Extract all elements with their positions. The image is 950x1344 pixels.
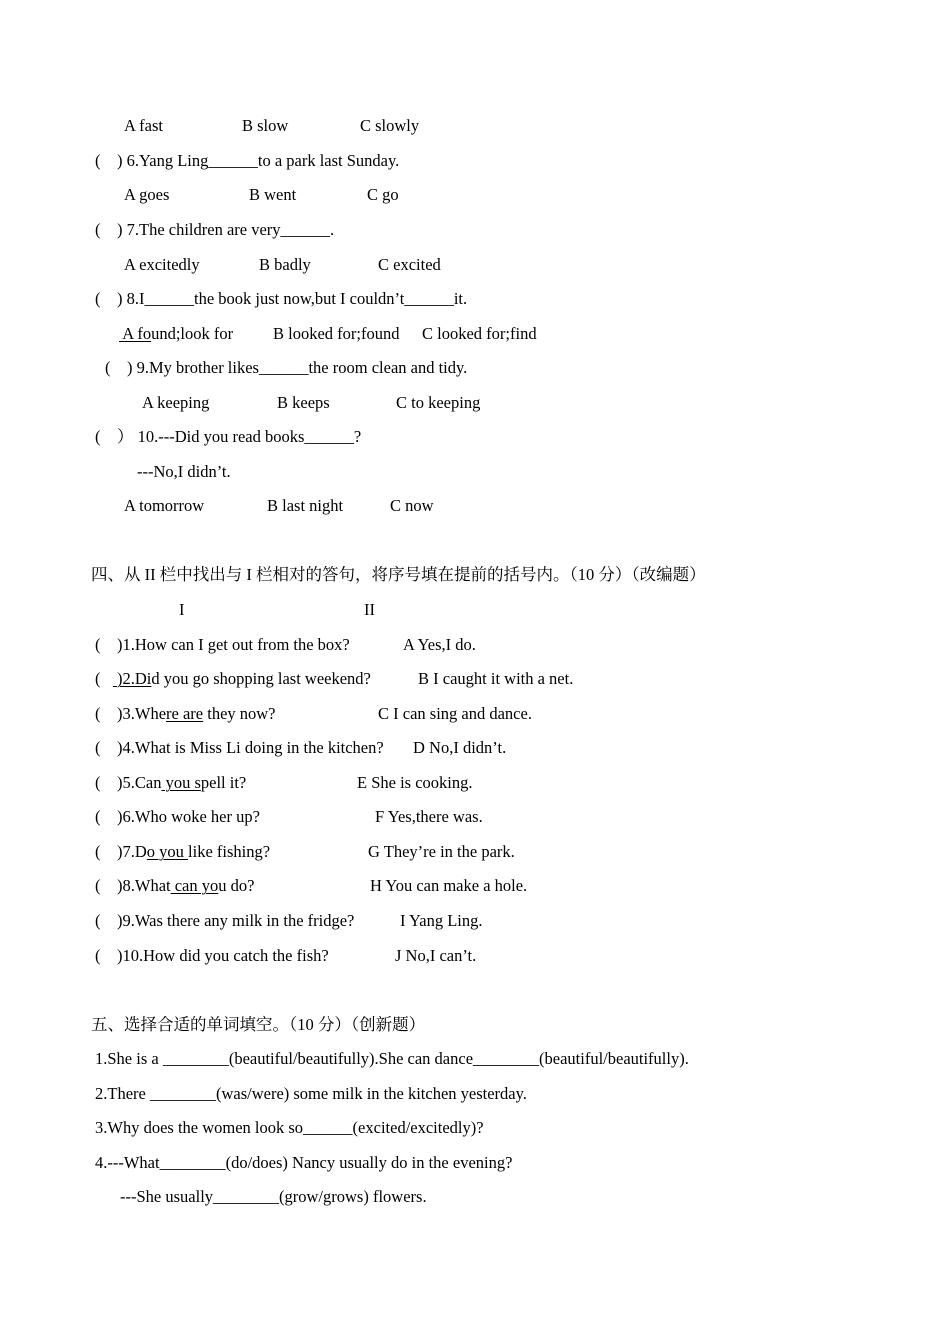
match-row-9 bbox=[0, 911, 950, 931]
match-question-8-pre-text: ( )8.What bbox=[95, 876, 171, 895]
section-4-heading bbox=[0, 565, 950, 585]
match-row-4 bbox=[0, 738, 950, 758]
match-question-3-underlined-text: re are bbox=[166, 704, 204, 723]
match-question-6: ( )6.Who woke her up? bbox=[95, 807, 260, 826]
section-4-heading-text: 四、从 II 栏中找出与 I 栏相对的答句，将序号填在提前的括号内。（10 分）（改编题） bbox=[91, 565, 706, 584]
fill-item-3 bbox=[0, 1118, 950, 1138]
fill-item-2-text: 2.There ________(was/were) some milk in the kitchen yesterday. bbox=[95, 1084, 527, 1103]
question-6 bbox=[0, 151, 950, 171]
match-row-6 bbox=[0, 807, 950, 827]
question-5-option-c: C slowly bbox=[360, 116, 420, 135]
question-7-stem: ( ) 7.The children are very______. bbox=[95, 220, 335, 239]
question-9-options bbox=[0, 393, 950, 413]
question-8-stem: ( ) 8.I______the book just now,but I couldn’t______it. bbox=[95, 289, 468, 308]
match-question-4: ( )4.What is Miss Li doing in the kitchen? bbox=[95, 738, 384, 757]
match-question-2-post-text: d you go shopping last weekend? bbox=[151, 669, 371, 688]
question-8-option-a-rest-text: und;look for bbox=[151, 324, 234, 343]
question-10-reply bbox=[0, 462, 950, 482]
match-answer-g: G They’re in the park. bbox=[368, 842, 515, 861]
question-9-option-a: A keeping bbox=[142, 393, 210, 412]
match-answer-j: J No,I can’t. bbox=[395, 946, 477, 965]
match-question-3-pre-text: ( )3.Whe bbox=[95, 704, 167, 723]
match-question-3 bbox=[95, 704, 276, 724]
match-answer-h: H You can make a hole. bbox=[370, 876, 528, 895]
column-i-label: I bbox=[179, 600, 185, 619]
question-9-option-c: C to keeping bbox=[396, 393, 481, 412]
question-5-option-a: A fast bbox=[124, 116, 163, 135]
fill-item-1 bbox=[0, 1049, 950, 1069]
match-question-8-post-text: u do? bbox=[218, 876, 255, 895]
question-6-stem: ( ) 6.Yang Ling______to a park last Sunday. bbox=[95, 151, 400, 170]
question-5-options bbox=[0, 116, 950, 136]
question-9-option-b: B keeps bbox=[277, 393, 330, 412]
question-6-option-c: C go bbox=[367, 185, 399, 204]
question-8-option-a-underlined-text: A fo bbox=[119, 324, 152, 343]
question-6-option-a: A goes bbox=[124, 185, 170, 204]
match-question-5-pre-text: ( )5.Can bbox=[95, 773, 162, 792]
question-9-stem: ( ) 9.My brother likes______the room clean and tidy. bbox=[105, 358, 468, 377]
question-10-stem: ( ） 10.---Did you read books______? bbox=[95, 427, 362, 446]
column-ii-label: II bbox=[364, 600, 375, 619]
match-question-1: ( )1.How can I get out from the box? bbox=[95, 635, 350, 654]
question-6-option-b: B went bbox=[249, 185, 297, 204]
question-7-option-c: C excited bbox=[378, 255, 441, 274]
fill-item-4-reply-text: ---She usually________(grow/grows) flowers. bbox=[120, 1187, 427, 1206]
match-question-5 bbox=[95, 773, 246, 793]
question-10-reply-text: ---No,I didn’t. bbox=[137, 462, 231, 481]
match-row-3 bbox=[0, 704, 950, 724]
matching-column-labels bbox=[0, 600, 950, 620]
match-question-7-underlined-text: o you bbox=[146, 842, 189, 861]
match-question-2 bbox=[95, 669, 371, 689]
question-7-option-b: B badly bbox=[259, 255, 311, 274]
match-row-5 bbox=[0, 773, 950, 793]
fill-item-2 bbox=[0, 1084, 950, 1104]
match-row-10 bbox=[0, 946, 950, 966]
question-8-options bbox=[0, 324, 950, 344]
section-5-heading-text: 五、选择合适的单词填空。（10 分）（创新题） bbox=[91, 1015, 426, 1034]
match-question-2-pre-text: ( bbox=[95, 669, 113, 688]
match-question-9: ( )9.Was there any milk in the fridge? bbox=[95, 911, 355, 930]
question-10-option-a: A tomorrow bbox=[124, 496, 205, 515]
question-10 bbox=[0, 427, 950, 447]
match-answer-d: D No,I didn’t. bbox=[413, 738, 507, 757]
match-row-2 bbox=[0, 669, 950, 689]
match-answer-f: F Yes,there was. bbox=[375, 807, 483, 826]
match-question-2-underlined-text: )2.Di bbox=[112, 669, 152, 688]
question-9 bbox=[0, 358, 950, 378]
section-5-heading bbox=[0, 1015, 950, 1035]
question-8-option-a bbox=[119, 324, 233, 344]
match-answer-b: B I caught it with a net. bbox=[418, 669, 574, 688]
question-10-options bbox=[0, 496, 950, 516]
match-question-8 bbox=[95, 876, 254, 896]
question-8-option-c: C looked for;find bbox=[422, 324, 537, 343]
match-question-8-underlined-text: can yo bbox=[170, 876, 219, 895]
match-answer-e: E She is cooking. bbox=[357, 773, 473, 792]
fill-item-4-reply bbox=[0, 1187, 950, 1207]
match-question-5-post-text: pell it? bbox=[200, 773, 247, 792]
question-7 bbox=[0, 220, 950, 240]
match-row-7 bbox=[0, 842, 950, 862]
fill-item-1-text: 1.She is a ________(beautiful/beautifully).She can dance________(beautiful/beautifully). bbox=[95, 1049, 689, 1068]
match-answer-c: C I can sing and dance. bbox=[378, 704, 532, 723]
match-question-7-pre-text: ( )7.D bbox=[95, 842, 147, 861]
fill-item-4-text: 4.---What________(do/does) Nancy usually do in the evening? bbox=[95, 1153, 513, 1172]
match-answer-a: A Yes,I do. bbox=[403, 635, 476, 654]
question-8-option-b: B looked for;found bbox=[273, 324, 400, 343]
question-7-option-a: A excitedly bbox=[124, 255, 200, 274]
match-question-7 bbox=[95, 842, 270, 862]
question-6-options bbox=[0, 185, 950, 205]
fill-item-4 bbox=[0, 1153, 950, 1173]
question-8 bbox=[0, 289, 950, 309]
match-answer-i: I Yang Ling. bbox=[400, 911, 483, 930]
question-5-option-b: B slow bbox=[242, 116, 289, 135]
fill-item-3-text: 3.Why does the women look so______(excited/excitedly)? bbox=[95, 1118, 484, 1137]
match-row-8 bbox=[0, 876, 950, 896]
match-question-5-underlined-text: you s bbox=[161, 773, 201, 792]
match-question-10: ( )10.How did you catch the fish? bbox=[95, 946, 329, 965]
question-7-options bbox=[0, 255, 950, 275]
match-question-7-post-text: like fishing? bbox=[188, 842, 271, 861]
question-10-option-b: B last night bbox=[267, 496, 344, 515]
question-10-option-c: C now bbox=[390, 496, 434, 515]
match-question-3-post-text: they now? bbox=[203, 704, 276, 723]
match-row-1 bbox=[0, 635, 950, 655]
